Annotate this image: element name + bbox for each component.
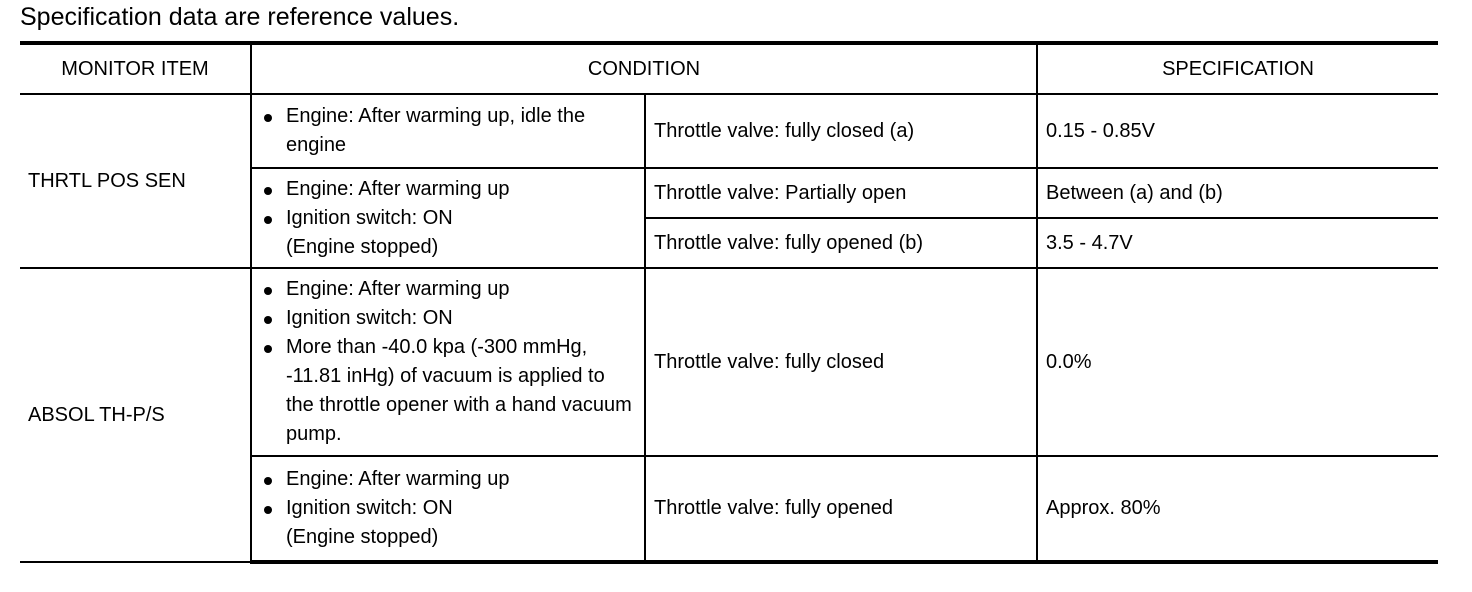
specification-cell: Approx. 80% bbox=[1037, 456, 1438, 562]
specification-table bbox=[20, 41, 1438, 564]
specification-cell: 3.5 - 4.7V bbox=[1037, 218, 1438, 268]
condition-cell bbox=[251, 268, 645, 456]
condition-list bbox=[260, 465, 636, 552]
page-caption: Specification data are reference values. bbox=[20, 3, 460, 31]
table-header-row bbox=[20, 43, 1438, 94]
condition-note: (Engine stopped) bbox=[286, 235, 439, 258]
condition-item: Engine: After warming up bbox=[260, 465, 636, 494]
throttle-state-cell: Throttle valve: fully closed bbox=[645, 268, 1037, 456]
condition-cell bbox=[251, 94, 645, 168]
specification-cell: 0.15 - 0.85V bbox=[1037, 94, 1438, 168]
condition-note: (Engine stopped) bbox=[286, 526, 439, 548]
header-specification: SPECIFICATION bbox=[1037, 43, 1438, 94]
throttle-state-cell: Throttle valve: Partially open bbox=[645, 168, 1037, 218]
header-condition: CONDITION bbox=[251, 43, 1037, 94]
condition-item: Ignition switch: ON bbox=[260, 304, 636, 333]
condition-cell bbox=[251, 168, 645, 268]
header-monitor-item: MONITOR ITEM bbox=[20, 43, 251, 94]
specification-cell: 0.0% bbox=[1037, 268, 1438, 456]
condition-item: Engine: After warming up bbox=[260, 175, 636, 204]
throttle-state-cell: Throttle valve: fully opened bbox=[645, 456, 1037, 562]
monitor-item-cell: THRTL POS SEN bbox=[20, 94, 251, 268]
table-row bbox=[20, 94, 1438, 168]
condition-list bbox=[260, 175, 636, 262]
condition-list bbox=[260, 275, 636, 449]
condition-item: More than -40.0 kpa (-300 mmHg, -11.81 inHg) of vacuum is applied to the throttle opener with a hand vacuum pump. bbox=[260, 333, 636, 449]
specification-cell: Between (a) and (b) bbox=[1037, 168, 1438, 218]
throttle-state-cell: Throttle valve: fully closed (a) bbox=[645, 94, 1037, 168]
condition-item: Ignition switch: ON bbox=[260, 204, 636, 233]
condition-item: Engine: After warming up, idle the engine bbox=[260, 102, 636, 160]
monitor-item-cell: ABSOL TH-P/S bbox=[20, 268, 251, 562]
table-row bbox=[20, 268, 1438, 456]
condition-list bbox=[260, 102, 636, 160]
condition-item: Engine: After warming up bbox=[260, 275, 636, 304]
condition-cell bbox=[251, 456, 645, 562]
condition-item: Ignition switch: ON bbox=[260, 494, 636, 523]
throttle-state-cell: Throttle valve: fully opened (b) bbox=[645, 218, 1037, 268]
